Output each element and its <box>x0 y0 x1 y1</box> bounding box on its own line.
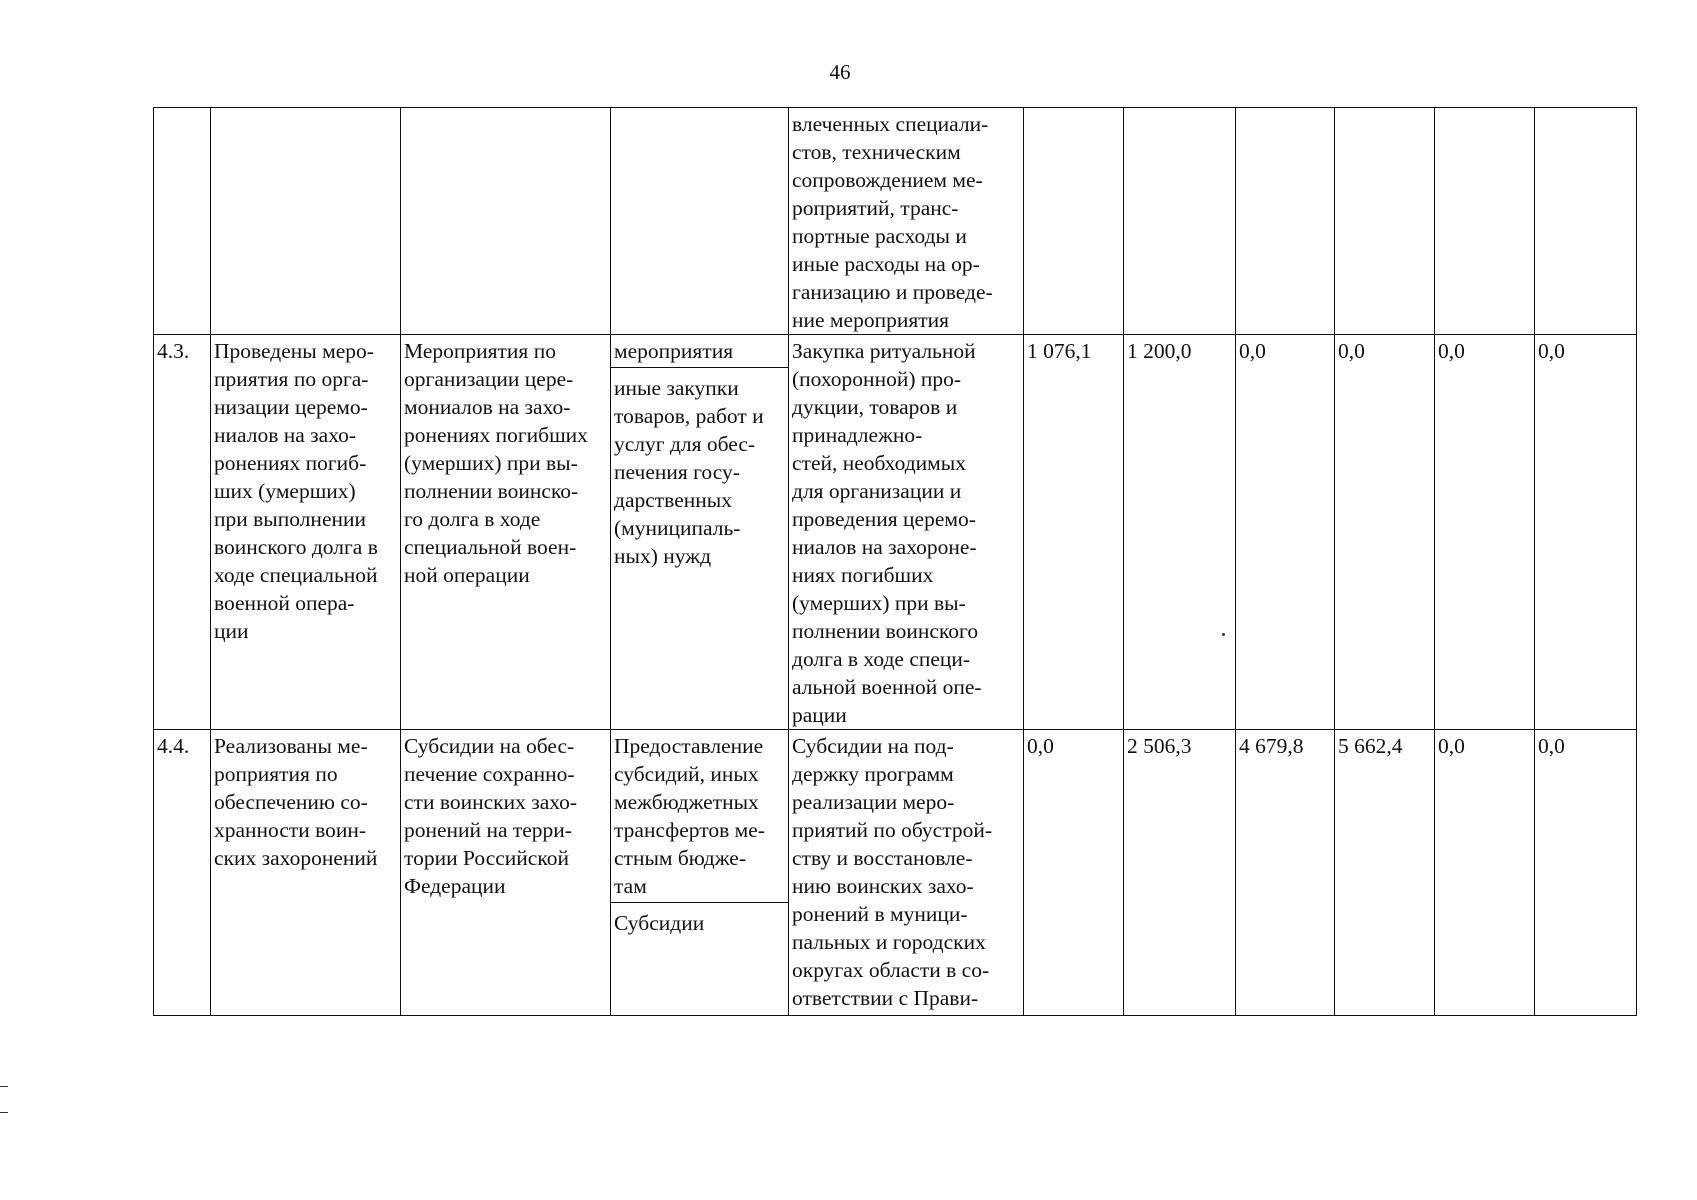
result-cell: Реализованы ме- роприятия по обеспечению со- хранности воин- ских захоронений <box>211 730 401 1016</box>
value-cell: 2 506,3 <box>1124 730 1236 1016</box>
value-cell: 0,0 <box>1435 730 1535 1016</box>
result-cell <box>211 108 401 335</box>
value-cell <box>1335 108 1435 335</box>
type-secondary: иные закупки товаров, работ и услуг для обес- печения госу- дарственных (муниципаль- ных) нужд <box>614 376 764 568</box>
page-number: 46 <box>829 60 851 84</box>
table-row <box>154 108 1637 335</box>
value-cell <box>1435 108 1535 335</box>
type-primary: мероприятия <box>611 337 788 368</box>
value-cell: 0,0 <box>1335 335 1435 730</box>
description-cell: Субсидии на под- держку программ реализации меро- приятий по обустрой- ству и восстановле- нию воинских захо- ронений в муници- пальных и городских округах области в со- ответствии с Прави- <box>789 730 1024 1016</box>
measure-cell: Субсидии на обес- печение сохранно- сти воинских захо- ронений на терри- тории Российской Федерации <box>401 730 611 1016</box>
description-cell: влеченных специали- стов, техническим сопровождением ме- роприятий, транс- портные расходы и иные расходы на ор- ганизацию и проведе- ние мероприятия <box>789 108 1024 335</box>
type-cell <box>611 335 789 730</box>
row-number: 4.4. <box>154 730 211 1016</box>
type-cell <box>611 108 789 335</box>
value-cell: 0,0 <box>1024 730 1124 1016</box>
program-table <box>153 107 1637 1016</box>
value-cell: 0,0 <box>1535 730 1637 1016</box>
table-row <box>154 335 1637 730</box>
value-cell <box>1236 108 1335 335</box>
row-number: 4.3. <box>154 335 211 730</box>
scan-edge-mark <box>0 1112 8 1113</box>
result-cell: Проведены меро- приятия по орга- низации церемо- ниалов на захо- ронениях погиб- ших (умерших) при выполнении воинского долга в ходе специальной военной опера- ции <box>211 335 401 730</box>
value-cell: 4 679,8 <box>1236 730 1335 1016</box>
value-cell: 1 200,0 <box>1124 335 1236 730</box>
value-cell <box>1024 108 1124 335</box>
scan-speck <box>1222 633 1225 636</box>
type-cell <box>611 730 789 1016</box>
value-cell <box>1124 108 1236 335</box>
measure-cell: Мероприятия по организации цере- мониалов на захо- ронениях погибших (умерших) при вы- полнении воинско- го долга в ходе специальной воен- ной операции <box>401 335 611 730</box>
value-cell: 0,0 <box>1535 335 1637 730</box>
scan-edge-mark <box>0 1086 8 1087</box>
type-primary: Предоставление субсидий, иных межбюджетных трансфертов ме- стным бюдже- там <box>611 732 788 903</box>
value-cell: 0,0 <box>1236 335 1335 730</box>
table-row <box>154 730 1637 1016</box>
description-cell: Закупка ритуальной (похоронной) про- дукции, товаров и принадлежно- стей, необходимых для организации и проведения церемо- ниалов на захороне- ниях погибших (умерших) при вы- полнении воинского долга в ходе специ- альной военной опе- рации <box>789 335 1024 730</box>
value-cell: 5 662,4 <box>1335 730 1435 1016</box>
measure-cell <box>401 108 611 335</box>
type-secondary: Субсидии <box>614 911 705 935</box>
row-number <box>154 108 211 335</box>
value-cell: 0,0 <box>1435 335 1535 730</box>
value-cell <box>1535 108 1637 335</box>
value-cell: 1 076,1 <box>1024 335 1124 730</box>
